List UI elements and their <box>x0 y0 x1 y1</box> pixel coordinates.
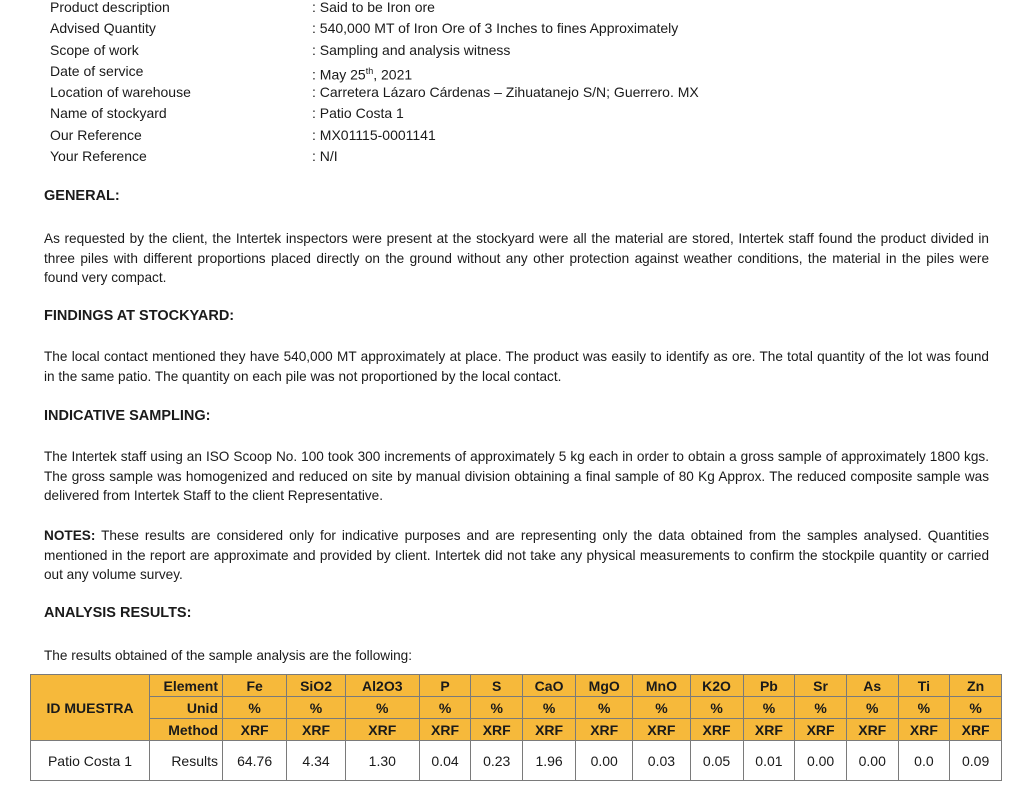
results-row <box>31 741 1002 781</box>
unit-cell: % <box>576 697 633 719</box>
method-cell: XRF <box>419 719 471 741</box>
analysis-intro: The results obtained of the sample analysis are the following: <box>44 648 412 663</box>
results-cell: 0.09 <box>950 741 1002 781</box>
notes-paragraph <box>44 526 989 585</box>
date-suffix: , 2021 <box>373 66 413 83</box>
info-label: Scope of work <box>50 41 139 58</box>
sampling-heading: INDICATIVE SAMPLING: <box>44 408 211 424</box>
results-cell: 0.0 <box>898 741 950 781</box>
info-value: : MX01115-0001141 <box>312 126 436 143</box>
info-row <box>50 0 699 18</box>
sampling-paragraph: The Intertek staff using an ISO Scoop No. 100 took 300 increments of approximately 5 kg each in order to obtain a gross sample of approximately 1800 kgs. The gross sample was homogenized and reduced on site by manual division obtaining a final sample of 80 Kg Approx. The reduced composite sample was delivered from Intertek Staff to the client Representative. <box>44 449 989 503</box>
unit-cell: % <box>223 697 287 719</box>
info-row <box>50 103 699 124</box>
method-cell: XRF <box>345 719 419 741</box>
method-label-cell: Method <box>150 719 223 741</box>
method-row <box>31 719 1002 741</box>
unit-cell: % <box>419 697 471 719</box>
notes-label: NOTES: <box>44 528 96 543</box>
element-cell: P <box>419 675 471 697</box>
info-row <box>50 61 699 82</box>
info-row <box>50 146 699 167</box>
info-row <box>50 82 699 103</box>
findings-paragraph: The local contact mentioned they have 540,000 MT approximately at place. The product was easily to identify as ore. The total quantity of the lot was found in the same patio. The quantity on each pile was not proportioned by the local contact. <box>44 349 989 384</box>
results-cell: 1.96 <box>523 741 576 781</box>
method-cell: XRF <box>223 719 287 741</box>
element-cell: MnO <box>633 675 690 697</box>
findings-heading: FINDINGS AT STOCKYARD: <box>44 308 235 324</box>
info-value: : Said to be Iron ore <box>312 0 435 15</box>
info-label: Advised Quantity <box>50 20 156 37</box>
info-label: Location of warehouse <box>50 84 191 101</box>
element-row <box>31 675 1002 697</box>
element-cell: As <box>846 675 898 697</box>
unit-cell: % <box>898 697 950 719</box>
info-value: : Sampling and analysis witness <box>312 41 511 58</box>
general-heading: GENERAL: <box>44 188 120 204</box>
analysis-results-table <box>30 674 1002 781</box>
results-cell: 1.30 <box>345 741 419 781</box>
info-value: : Carretera Lázaro Cárdenas – Zihuatanejo S/N; Guerrero. MX <box>312 84 699 101</box>
info-row <box>50 125 699 146</box>
date-superscript: th <box>365 65 374 76</box>
unit-cell: % <box>743 697 795 719</box>
unit-label-cell: Unid <box>150 697 223 719</box>
results-cell: 0.00 <box>846 741 898 781</box>
element-cell: Ti <box>898 675 950 697</box>
info-label: Your Reference <box>50 148 147 165</box>
general-paragraph: As requested by the client, the Intertek inspectors were present at the stockyard were all the material are stored, Intertek staff found the product divided in three piles with different proportions placed directly on the ground without any other protection against weather conditions, the material in the piles were found very compact. <box>44 231 989 285</box>
unit-cell: % <box>287 697 346 719</box>
info-row <box>50 40 699 61</box>
method-cell: XRF <box>898 719 950 741</box>
element-cell: K2O <box>690 675 743 697</box>
element-cell: Zn <box>950 675 1002 697</box>
method-cell: XRF <box>743 719 795 741</box>
info-label: Name of stockyard <box>50 105 167 122</box>
results-cell: 0.04 <box>419 741 471 781</box>
results-cell: 0.05 <box>690 741 743 781</box>
info-label: Date of service <box>50 62 144 79</box>
method-cell: XRF <box>523 719 576 741</box>
results-cell: 0.23 <box>471 741 523 781</box>
info-value: : N/I <box>312 148 338 165</box>
element-cell: Pb <box>743 675 795 697</box>
results-table-body <box>31 675 1002 781</box>
element-cell: Al2O3 <box>345 675 419 697</box>
info-row <box>50 18 699 39</box>
unit-cell: % <box>471 697 523 719</box>
id-muestra-header: ID MUESTRA <box>31 675 150 741</box>
unit-cell: % <box>846 697 898 719</box>
element-cell: CaO <box>523 675 576 697</box>
results-cell: 0.00 <box>795 741 847 781</box>
unit-cell: % <box>950 697 1002 719</box>
element-cell: MgO <box>576 675 633 697</box>
method-cell: XRF <box>690 719 743 741</box>
method-cell: XRF <box>287 719 346 741</box>
notes-text: These results are considered only for indicative purposes and are representing only the data obtained from the samples analysed. Quantities mentioned in the report are approximate and provided by client. Intertek did not take any physical measurements to confirm the stockpile quantity or carried out any volume survey. <box>44 528 989 582</box>
unit-cell: % <box>690 697 743 719</box>
date-prefix: : May 25 <box>312 66 366 83</box>
element-cell: Sr <box>795 675 847 697</box>
results-cell: 0.03 <box>633 741 690 781</box>
info-value: : Patio Costa 1 <box>312 105 404 122</box>
method-cell: XRF <box>795 719 847 741</box>
unit-row <box>31 697 1002 719</box>
shipment-info <box>50 0 699 167</box>
method-cell: XRF <box>471 719 523 741</box>
element-cell: S <box>471 675 523 697</box>
method-cell: XRF <box>633 719 690 741</box>
unit-cell: % <box>523 697 576 719</box>
results-cell: 4.34 <box>287 741 346 781</box>
element-cell: Fe <box>223 675 287 697</box>
info-value: : 540,000 MT of Iron Ore of 3 Inches to fines Approximately <box>312 20 679 37</box>
sample-id-cell: Patio Costa 1 <box>31 741 150 781</box>
results-cell: 64.76 <box>223 741 287 781</box>
method-cell: XRF <box>846 719 898 741</box>
info-value-date <box>312 61 412 82</box>
element-cell: SiO2 <box>287 675 346 697</box>
method-cell: XRF <box>576 719 633 741</box>
info-label: Product description <box>50 0 170 15</box>
analysis-heading: ANALYSIS RESULTS: <box>44 605 192 621</box>
results-cell: 0.01 <box>743 741 795 781</box>
method-cell: XRF <box>950 719 1002 741</box>
results-cell: 0.00 <box>576 741 633 781</box>
unit-cell: % <box>795 697 847 719</box>
unit-cell: % <box>633 697 690 719</box>
element-label-cell: Element <box>150 675 223 697</box>
unit-cell: % <box>345 697 419 719</box>
info-label: Our Reference <box>50 126 142 143</box>
results-label-cell: Results <box>150 741 223 781</box>
